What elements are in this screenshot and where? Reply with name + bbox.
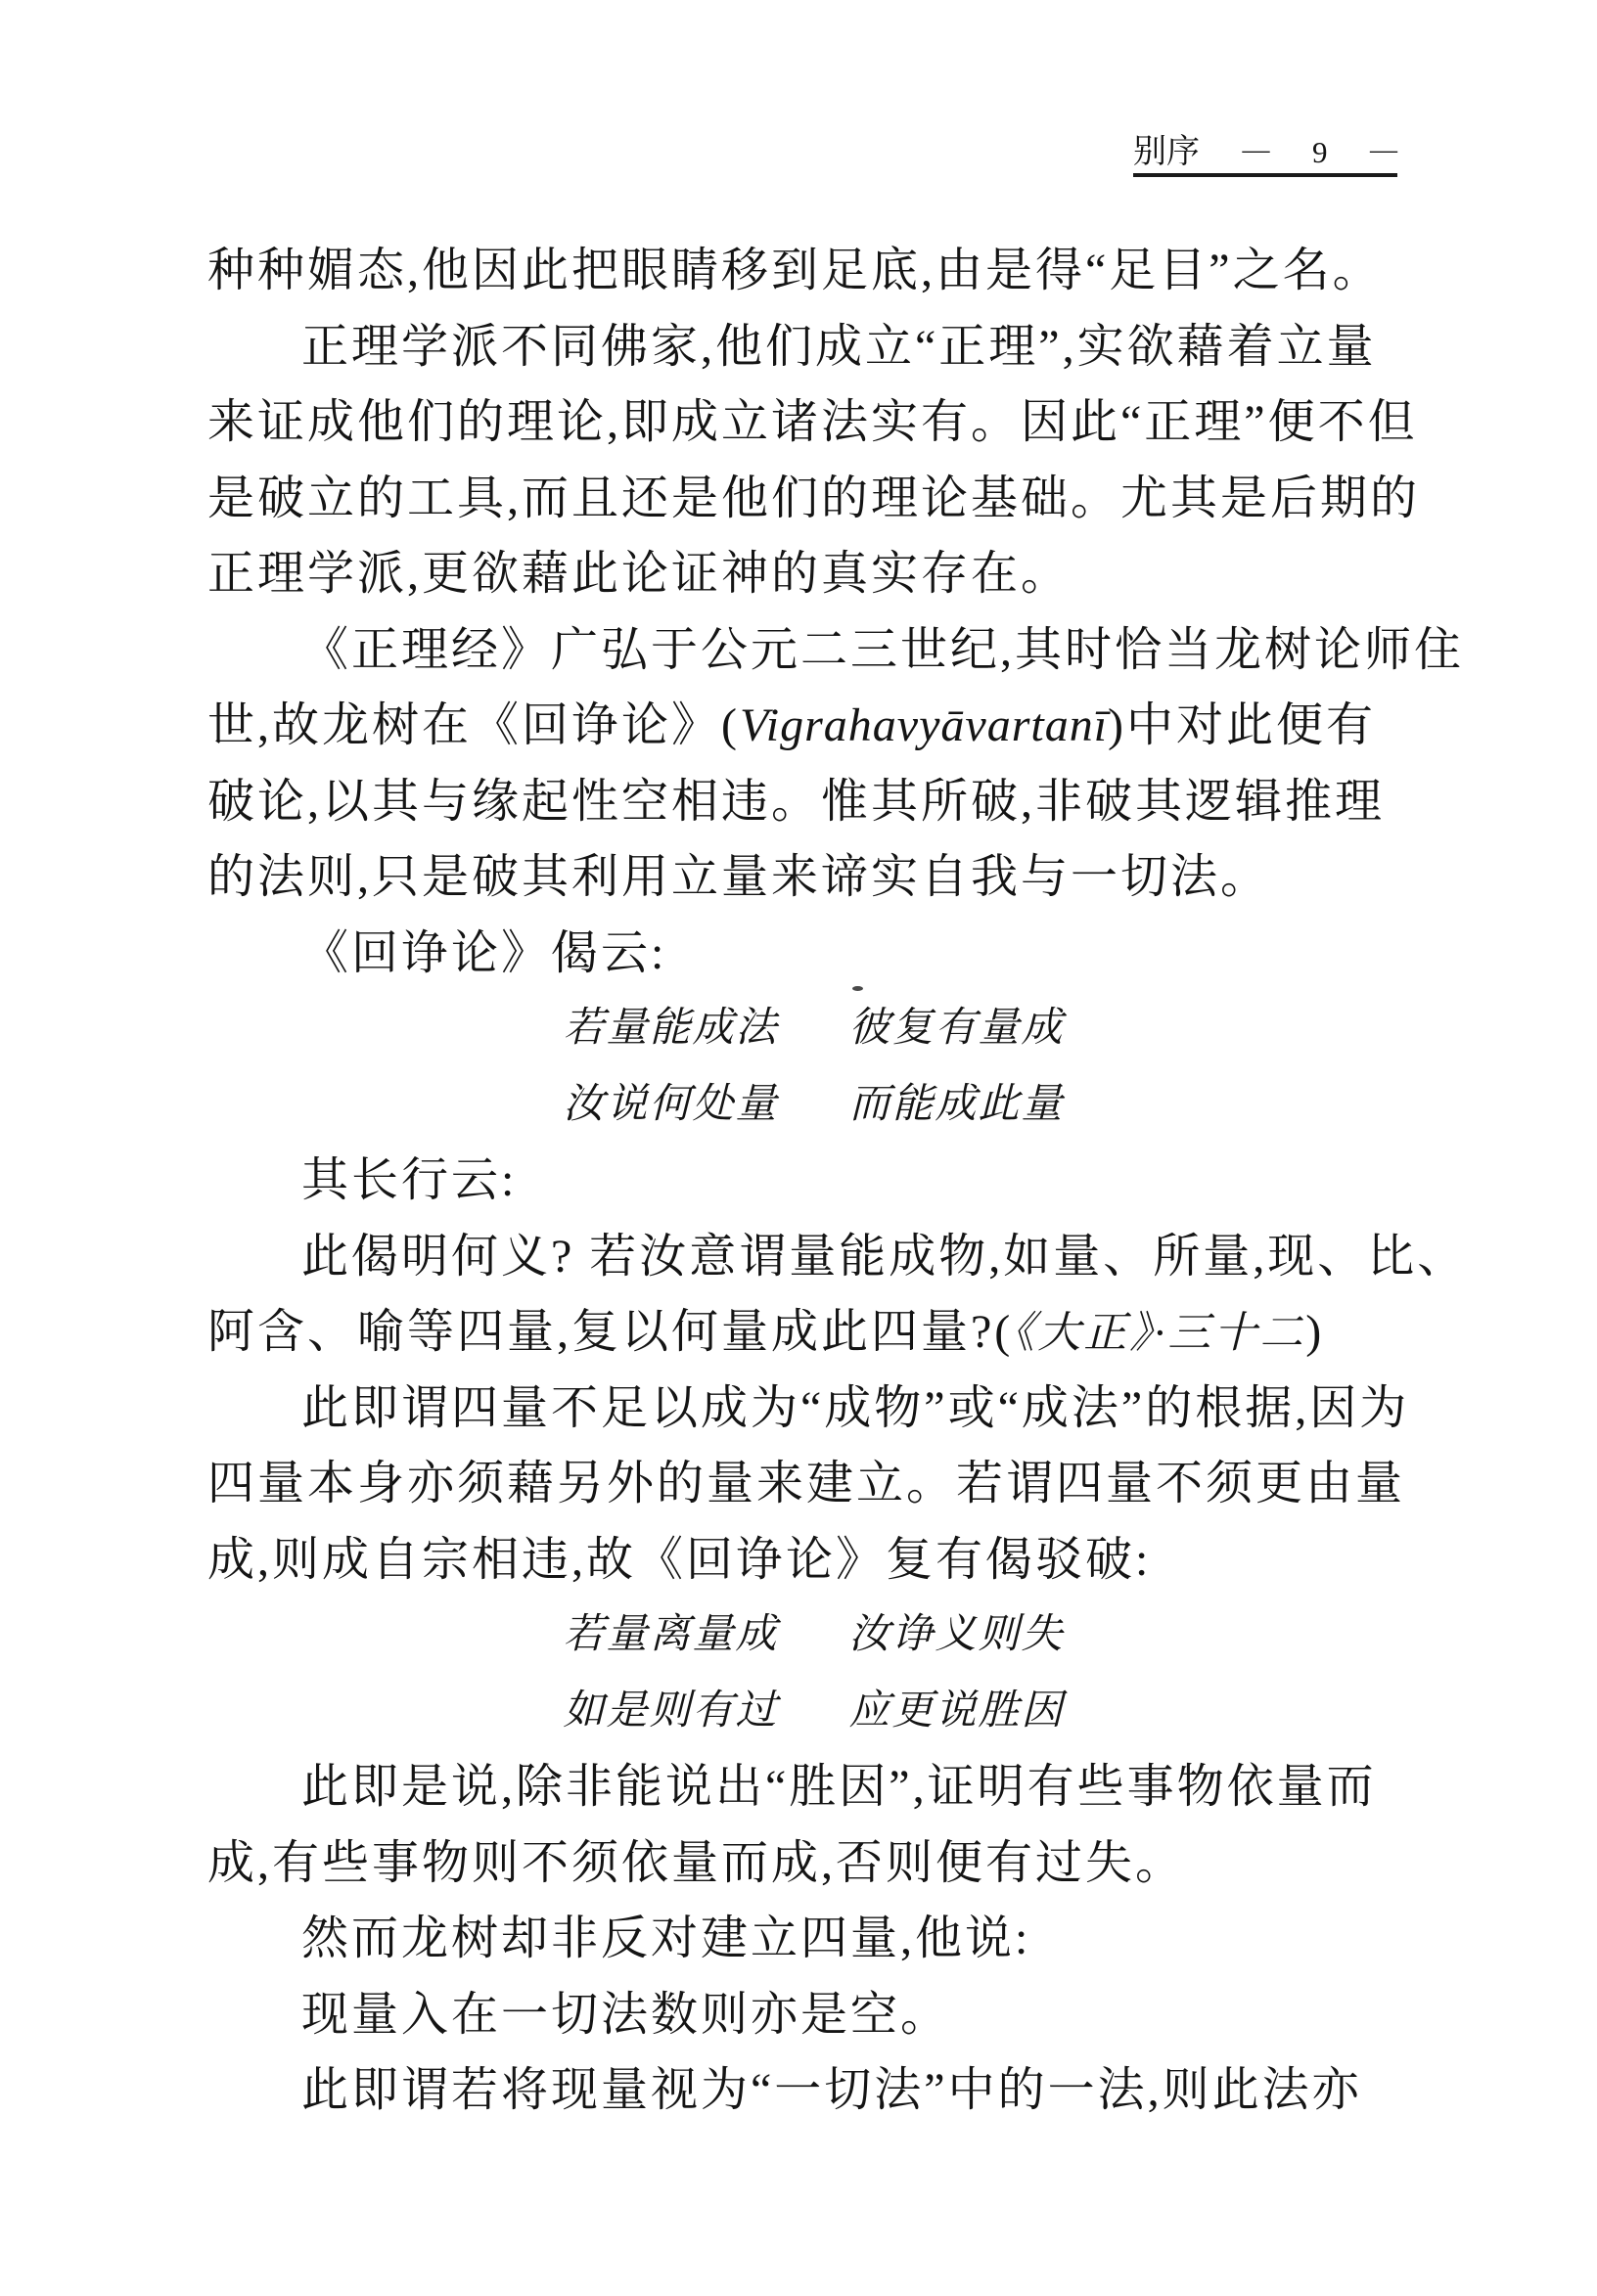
- text-segment: 四量本身亦须藉另外的量来建立。若谓四量不须更由量: [207, 1458, 1406, 1509]
- text-segment: 来证成他们的理论,即成立诸法实有。因此“正理”便不但: [207, 396, 1418, 448]
- text-line: [207, 688, 1475, 764]
- text-segment: 现量入在一切法数则亦是空。: [301, 1988, 951, 2041]
- text-segment: 然而龙树却非反对建立四量,他说:: [301, 1913, 1031, 1964]
- verse-half: 彼复有量成: [848, 1006, 1065, 1051]
- text-line: [207, 1446, 1475, 1522]
- text-line: [207, 233, 1475, 309]
- text-line: [207, 1219, 1475, 1295]
- verse-gap: [779, 1674, 849, 1750]
- text-line: [207, 1749, 1475, 1825]
- header-rule: [1133, 173, 1397, 177]
- text-line: [207, 1371, 1475, 1447]
- text-line: [207, 916, 1475, 992]
- text-line: [207, 839, 1475, 916]
- verse-half: 应更说胜因: [848, 1688, 1065, 1733]
- verse-line: [180, 1067, 1447, 1144]
- page-number: 9: [1312, 135, 1328, 169]
- text-segment: 《回诤论》偈云:: [301, 926, 667, 979]
- text-line: [207, 1294, 1475, 1371]
- text-segment: 《大正》·三十二: [1013, 1309, 1306, 1357]
- section-title: 别序: [1133, 134, 1200, 170]
- verse-half: 汝诤义则失: [848, 1612, 1065, 1657]
- body-text: [207, 233, 1475, 2129]
- text-line: [207, 764, 1475, 840]
- text-segment: 破论,以其与缘起性空相违。惟其所破,非破其逻辑推理: [207, 775, 1386, 828]
- text-line: [207, 1901, 1475, 1977]
- text-segment: 种种媚态,他因此把眼睛移到足底,由是得“足目”之名。: [207, 245, 1383, 296]
- text-segment: 正理学派,更欲藉此论证神的真实存在。: [207, 548, 1072, 600]
- text-line: [207, 1825, 1475, 1902]
- verse-line: [180, 1674, 1447, 1750]
- text-segment: ): [1305, 1306, 1325, 1358]
- text-segment: 此即是说,除非能说出“胜因”,证明有些事物依量而: [301, 1761, 1377, 1813]
- text-segment: )中对此便有: [1108, 699, 1377, 751]
- text-segment: 成,有些事物则不须依量而成,否则便有过失。: [207, 1836, 1186, 1889]
- verse-half: 若量能成法: [563, 1006, 779, 1051]
- text-segment: 此即谓若将现量视为“一切法”中的一法,则此法亦: [301, 2064, 1362, 2116]
- verse-line: [180, 991, 1447, 1067]
- text-segment: Vigrahavyāvartanī: [740, 699, 1109, 751]
- verse-gap: [779, 1067, 849, 1144]
- verse-line: [180, 1598, 1447, 1674]
- text-segment: 成,则成自宗相违,故《回诤论》复有偈驳破:: [207, 1533, 1152, 1586]
- running-head: [1133, 129, 1397, 172]
- text-segment: 世,故龙树在《回诤论》(: [207, 699, 740, 751]
- text-line: [207, 1522, 1475, 1598]
- text-segment: 此即谓四量不足以成为“成物”或“成法”的根据,因为: [301, 1381, 1410, 1434]
- verse-half: 而能成此量: [848, 1081, 1065, 1127]
- verse-half: 汝说何处量: [563, 1081, 779, 1127]
- text-line: [207, 1977, 1475, 2053]
- text-line: [207, 384, 1475, 461]
- header-dash-right: —: [1370, 135, 1397, 165]
- text-segment: 阿含、喻等四量,复以何量成此四量?(: [207, 1306, 1014, 1358]
- text-line: [207, 461, 1475, 537]
- verse-half: 如是则有过: [563, 1688, 779, 1733]
- text-line: [207, 309, 1475, 385]
- text-line: [207, 2052, 1475, 2129]
- text-segment: 正理学派不同佛家,他们成立“正理”,实欲藉着立量: [301, 320, 1377, 373]
- verse-gap: [779, 1598, 849, 1674]
- text-line: [207, 612, 1475, 689]
- verse-half: 若量离量成: [563, 1612, 779, 1657]
- text-segment: 的法则,只是破其利用立量来谛实自我与一切法。: [207, 851, 1271, 903]
- text-segment: 此偈明何义? 若汝意谓量能成物,如量、所量,现、比、: [301, 1230, 1468, 1283]
- text-segment: 是破立的工具,而且还是他们的理论基础。尤其是后期的: [207, 472, 1421, 524]
- header-dash-left: —: [1242, 135, 1270, 165]
- text-segment: 《正理经》广弘于公元二三世纪,其时恰当龙树论师住: [301, 623, 1465, 676]
- text-segment: 其长行云:: [301, 1154, 518, 1206]
- text-line: [207, 1143, 1475, 1219]
- verse-gap: [779, 991, 849, 1067]
- text-line: [207, 536, 1475, 612]
